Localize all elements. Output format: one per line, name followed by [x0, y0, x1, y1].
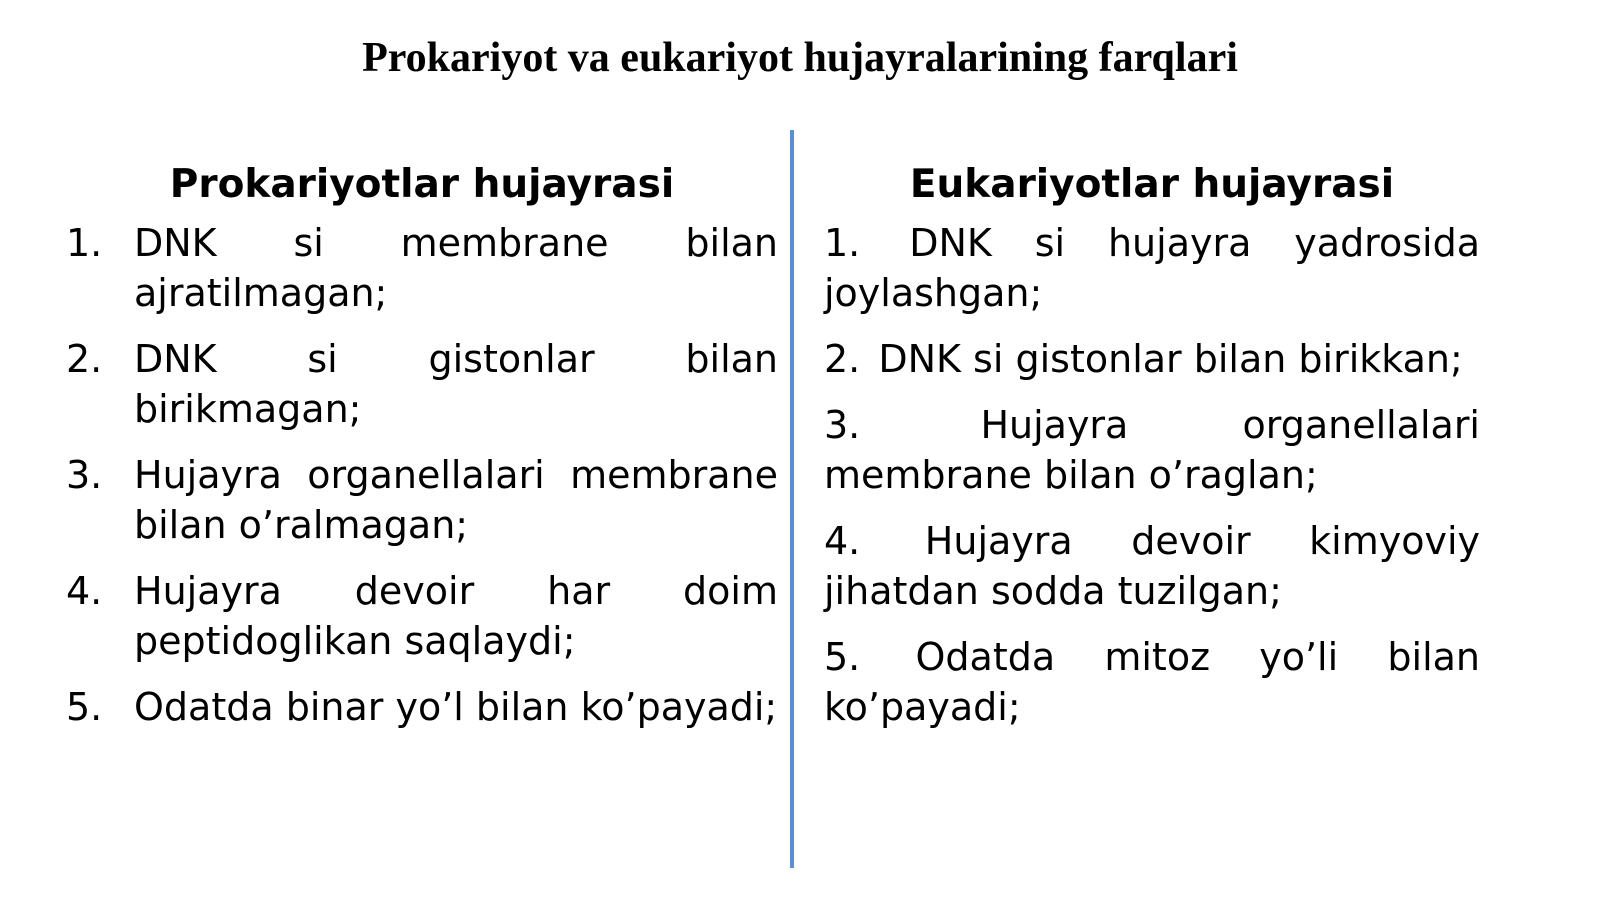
prokaryote-heading: Prokariyotlar hujayrasi [169, 162, 675, 207]
item-text: DNK si gistonlar bilan birikmagan; [134, 337, 778, 431]
list-item [66, 218, 778, 318]
item-text: Odatda mitoz yo’li bilan ko’payadi; [824, 635, 1480, 729]
item-text: DNK si membrane bilan ajratilmagan; [134, 221, 778, 315]
list-item [824, 218, 1480, 318]
list-item [824, 632, 1480, 732]
item-number: 4. [66, 569, 103, 613]
eukaryote-column [824, 160, 1480, 748]
item-text: Hujayra devoir kimyoviy jihatdan sodda tuzilgan; [824, 519, 1480, 613]
item-text: DNK si hujayra yadrosida joylashgan; [824, 221, 1480, 315]
item-number: 5. [66, 685, 103, 729]
item-number: 1. [824, 221, 861, 265]
prokaryote-column [66, 160, 778, 748]
list-item [824, 516, 1480, 616]
eukaryote-list [824, 218, 1480, 732]
list-item [66, 450, 778, 550]
eukaryote-heading: Eukariyotlar hujayrasi [909, 162, 1395, 207]
item-text: Hujayra organellalari membrane bilan o’ralmagan; [134, 453, 778, 547]
item-number: 2. [824, 337, 861, 381]
item-text: DNK si gistonlar bilan birikkan; [878, 337, 1463, 381]
item-number: 2. [66, 337, 103, 381]
item-number: 5. [824, 635, 861, 679]
item-number: 1. [66, 221, 103, 265]
item-text: Hujayra organellalari membrane bilan o’raglan; [824, 403, 1480, 497]
slide-title: Prokariyot va eukariyot hujayralarining farqlari [362, 35, 1238, 81]
item-number: 4. [824, 519, 861, 563]
item-text: Odatda binar yo’l bilan ko’payadi; [134, 685, 778, 729]
list-item [66, 334, 778, 434]
item-number: 3. [824, 403, 861, 447]
prokaryote-list [66, 218, 778, 732]
column-divider [790, 130, 794, 868]
item-text: Hujayra devoir har doim peptidoglikan saqlaydi; [134, 569, 778, 663]
list-item [824, 334, 1480, 384]
list-item [824, 400, 1480, 500]
item-number: 3. [66, 453, 103, 497]
list-item [66, 682, 778, 732]
list-item [66, 566, 778, 666]
